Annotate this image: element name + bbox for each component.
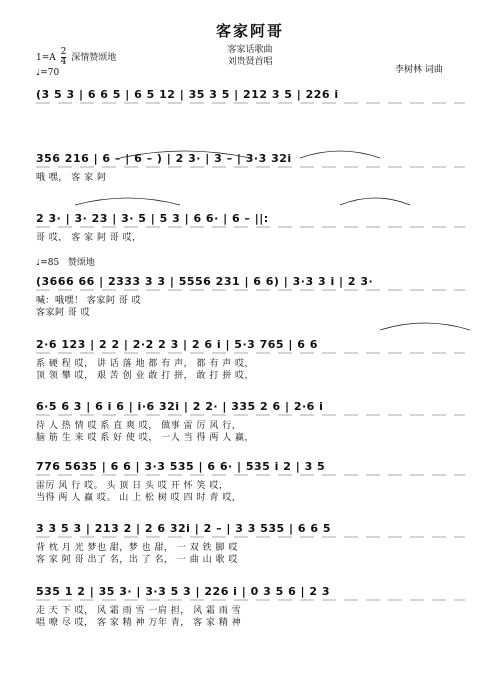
lyric-line: 待 人 热 情 哎 系 直 爽 哎， 做事 雷 厉 风 行， — [36, 421, 242, 431]
lyric-line: 走 天 下 哎， 风 霜 雨 雪 一肩 担， 风 霜 雨 雪 — [36, 606, 242, 616]
expression-mark: 深情赞颂地 — [71, 53, 117, 63]
lyric-line: 背 枕 月 光 梦也 甜，梦 也 甜， 一 双 铁 脚 哎 — [36, 543, 238, 553]
slur-arc — [380, 323, 470, 330]
tempo2-text: ♩=85 — [36, 258, 60, 268]
lyric-line: 客家阿 哥 哎 — [36, 308, 91, 318]
music-line: 356 216 | 6 – | 6 – ) | 2 3· | 3 – | 3·3 32i — [36, 152, 292, 165]
music-line: 3 3 5 3 | 213 2 | 2 6 32i | 2 – | 3 3 535 | 6 6 5 — [36, 522, 332, 535]
lyric-line: 哥 哎， 客 家 阿 哥 哎， — [36, 233, 142, 243]
lyric-line: 哦 嘿， 客 家 阿 — [36, 173, 107, 183]
song-genre: 客家话歌曲 — [227, 45, 273, 55]
key-text: 1=A — [36, 53, 56, 63]
music-line: (3666 66 | 2333 3 3 | 5556 231 | 6 6) | 3·3 3 i | 2 3· — [36, 275, 374, 288]
lyric-line: 脑 筋 生 来 哎 系 好 使 哎， 一人 当 得 两 人 赢， — [36, 433, 255, 443]
tempo-mark: ♩=70 — [36, 68, 60, 78]
slur-arc — [300, 151, 380, 158]
lyric-line: 雷厉 风 行 哎。 头 顶 日 头 哎 开 怀 笑 哎， — [36, 481, 229, 491]
lyric-line: 喊：哦嘿！ 客家阿 哥 哎 — [36, 296, 142, 306]
page-title: 客家阿哥 — [215, 22, 284, 40]
music-line: (3 5 3 | 6 6 5 | 6 5 12 | 35 3 5 | 212 3 5 | 226 i — [36, 88, 339, 101]
music-line: 535 1 2 | 35 3· | 3·3 5 3 | 226 i | 0 3 5 6 | 2 3 — [36, 585, 331, 598]
lyric-line: 当得 两 人 赢 哎。 山 上 松 树 哎 四 时 青 哎， — [36, 493, 242, 503]
music-line: 2·6 123 | 2 2 | 2·2 2 3 | 2 6 i | 5·3 765 | 6 6 — [36, 338, 318, 351]
singer-credit: 刘贵贤首唱 — [227, 57, 273, 67]
slur-arc — [75, 198, 180, 205]
lyric-line: 客 家 阿 哥 出了 名，出 了 名， 一 曲 山 歌 哎 — [36, 555, 238, 565]
slur-arc — [340, 198, 410, 205]
lyric-line: 顶 领 攀 哎， 艰 苦 创 业 敢 打 拼， 敢 打 拼 哎， — [36, 371, 255, 381]
time-bottom: 4 — [60, 57, 67, 67]
music-line: 2 3· | 3· 23 | 3· 5 | 5 3 | 6 6· | 6 – ||: — [36, 212, 269, 225]
composer-credit: 李树林 词曲 — [395, 65, 443, 75]
music-line: 6·5 6 3 | 6 i 6 | i·6 32i | 2 2· | 335 2 6 | 2·6 i — [36, 400, 324, 413]
lyric-line: 系 硬 程 哎， 讲 话 落 地 都 有 声， 都 有 声 哎， — [36, 359, 255, 369]
slur-arc — [120, 151, 250, 158]
time-top: 2 — [60, 47, 67, 57]
lyric-line: 唱 嘹 尽 哎， 客 家 精 神 万年 青， 客 家 精 神 — [36, 618, 242, 628]
music-line: 776 5635 | 6 6 | 3·3 535 | 6 6· | 535 i 2 | 3 5 — [36, 460, 326, 473]
expression2-text: 赞颂地 — [67, 258, 95, 268]
